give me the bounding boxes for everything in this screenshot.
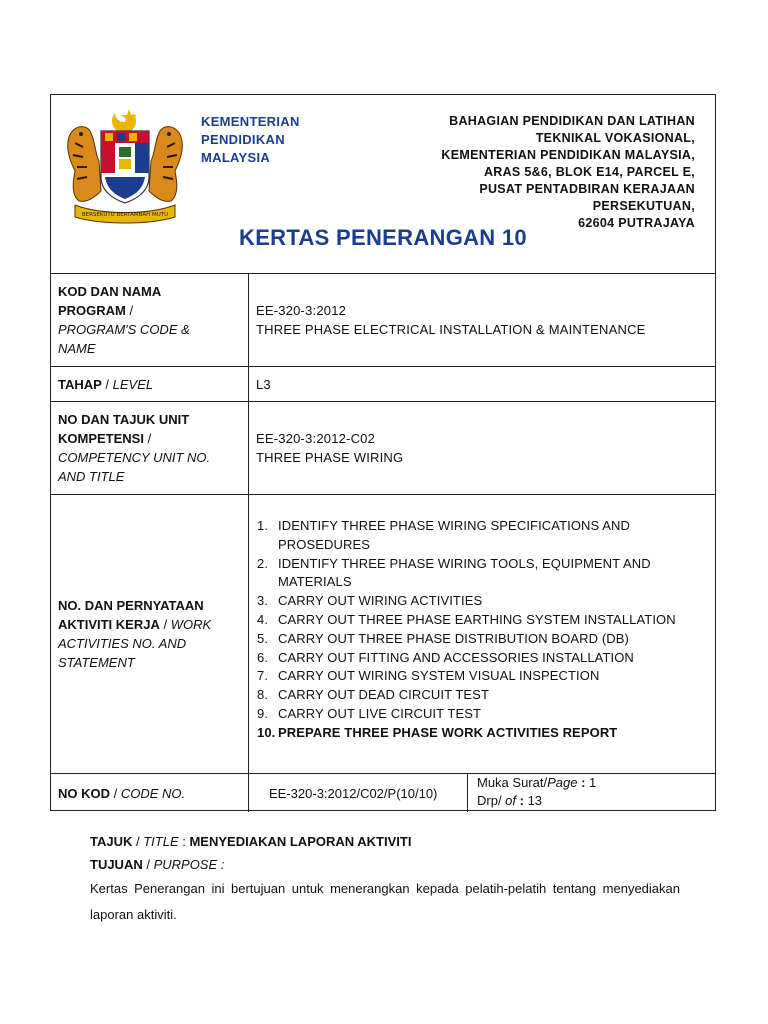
activities-label: NO. DAN PERNYATAAN AKTIVITI KERJA / WORK ACTIVITIES NO. AND STATEMENT bbox=[58, 598, 212, 670]
level-row bbox=[51, 367, 715, 402]
program-label: KOD DAN NAMA PROGRAM / PROGRAM'S CODE & NAME bbox=[58, 283, 190, 356]
competency-unit-row bbox=[51, 402, 715, 495]
page-total: Drp/ of : 13 bbox=[477, 793, 543, 808]
malaysia-coat-of-arms-icon bbox=[61, 107, 189, 225]
unit-value-cell bbox=[249, 402, 715, 494]
unit-value: EE-320-3:2012-C02 THREE PHASE WIRING bbox=[256, 431, 404, 465]
svg-text:BERSEKUTU BERTAMBAH MUTU: BERSEKUTU BERTAMBAH MUTU bbox=[81, 212, 169, 218]
code-row bbox=[51, 774, 715, 812]
list-item: 4. CARRY OUT THREE PHASE EARTHING SYSTEM INSTALLATION bbox=[257, 611, 676, 627]
list-item: 3. CARRY OUT WIRING ACTIVITIES bbox=[257, 593, 483, 609]
level-value-cell bbox=[249, 367, 715, 401]
list-item: 8. CARRY OUT DEAD CIRCUIT TEST bbox=[257, 687, 489, 703]
program-label-cell bbox=[51, 273, 249, 366]
code-label: NO KOD / CODE NO. bbox=[58, 785, 186, 801]
list-item: 1. IDENTIFY THREE PHASE WIRING SPECIFICATIONS AND PROSEDURES bbox=[257, 518, 631, 552]
list-item: 2. IDENTIFY THREE PHASE WIRING TOOLS, EQUIPMENT AND MATERIALS bbox=[257, 555, 651, 590]
list-item: 5. CARRY OUT THREE PHASE DISTRIBUTION BOARD (DB) bbox=[257, 630, 629, 646]
department-address: BAHAGIAN PENDIDIKAN DAN LATIHAN TEKNIKAL VOKASIONAL, KEMENTERIAN PENDIDIKAN MALAYSIA, ARAS 5&6, BLOK E14, PARCEL E, PUSAT PENTADBIRAN KERAJAAN PERSEKUTUAN, 62604 PUTRAJAYA bbox=[441, 114, 695, 230]
info-table bbox=[50, 94, 716, 811]
purpose-text: Kertas Penerangan ini bertujuan untuk menerangkan kepada pelatih-pelatih tentang menyediakan laporan aktiviti. bbox=[90, 881, 680, 922]
page-number: Muka Surat/Page : 1 bbox=[477, 775, 597, 790]
body-section bbox=[90, 830, 680, 928]
list-item: 9. CARRY OUT LIVE CIRCUIT TEST bbox=[257, 705, 482, 721]
program-value: EE-320-3:2012 THREE PHASE ELECTRICAL INSTALLATION & MAINTENANCE bbox=[256, 302, 646, 337]
work-activities-row bbox=[51, 495, 715, 774]
activities-label-cell bbox=[51, 495, 249, 773]
document-title: KERTAS PENERANGAN 10 bbox=[239, 225, 527, 250]
code-value: EE-320-3:2012/C02/P(10/10) bbox=[269, 785, 438, 801]
level-value: L3 bbox=[256, 376, 271, 392]
program-value-cell bbox=[249, 273, 715, 366]
activities-value-cell bbox=[249, 495, 715, 795]
list-item-current: 10. PREPARE THREE PHASE WORK ACTIVITIES REPORT bbox=[257, 724, 618, 740]
program-row bbox=[51, 273, 715, 367]
unit-label-cell bbox=[51, 402, 249, 494]
title-line: TAJUK / TITLE : MENYEDIAKAN LAPORAN AKTIVITI bbox=[90, 834, 412, 849]
activities-list bbox=[257, 517, 676, 743]
purpose-heading: TUJUAN / PURPOSE : bbox=[90, 857, 225, 872]
level-label: TAHAP / LEVEL bbox=[58, 376, 154, 392]
list-item: 7. CARRY OUT WIRING SYSTEM VISUAL INSPECTION bbox=[257, 668, 600, 684]
level-label-cell bbox=[51, 367, 249, 401]
document-header bbox=[51, 95, 715, 274]
ministry-name: KEMENTERIAN PENDIDIKAN MALAYSIA bbox=[201, 114, 300, 165]
page-info-cell bbox=[468, 774, 715, 812]
unit-label: NO DAN TAJUK UNIT KOMPETENSI / COMPETENCY UNIT NO. AND TITLE bbox=[58, 412, 211, 484]
code-value-cell bbox=[249, 774, 468, 812]
code-label-cell bbox=[51, 774, 249, 812]
list-item: 6. CARRY OUT FITTING AND ACCESSORIES INSTALLATION bbox=[257, 649, 634, 665]
